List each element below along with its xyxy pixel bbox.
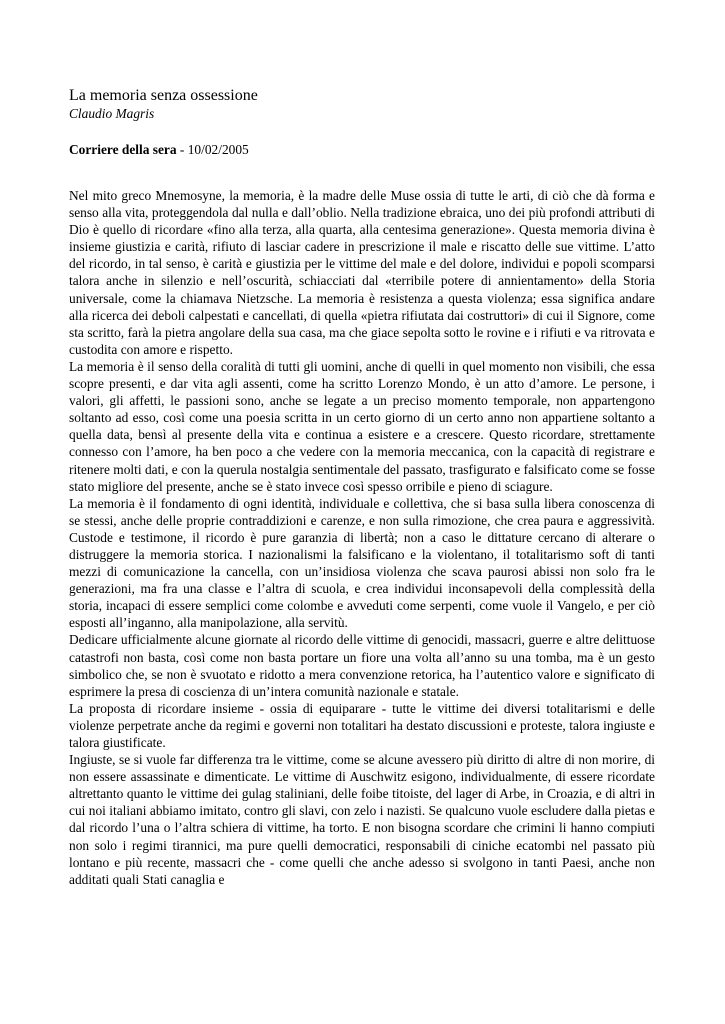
paragraph-4: Dedicare ufficialmente alcune giornate al ricordo delle vittime di genocidi, massacri, guerre e altre delittuose catastrofi non basta, così come non basta portare un fiore una volta all’anno su una tomba, ma è un gesto simbolico che, se non è svuotato e ridotto a mera convenzione retorica, ha l’autentico valore e significato di esprimere la presa di coscienza di un’intera comunità nazionale e statale. [69, 632, 655, 699]
article-body [69, 187, 655, 888]
paragraph-3: La memoria è il fondamento di ogni identità, individuale e collettiva, che si basa sulla libera conoscenza di se stessi, anche delle proprie contraddizioni e carenze, e non sulla rimozione, che crea paura e aggressività. Custode e testimone, il ricordo è pure garanzia di libertà; non a caso le dittature cercano di alterare o distruggere la memoria storica. I nazionalismi la falsificano e la violentano, il totalitarismo soft di tanti mezzi di comunicazione la cancella, con un’insidiosa violenza che scava paurosi abissi non solo fra le generazioni, ma fra una classe e l’altra di scuola, e crea individui inconsapevoli della complessità della storia, incapaci di essere semplici come colombe e avveduti come serpenti, come vuole il Vangelo, e per ciò esposti all’inganno, alla manipolazione, alla servitù. [69, 495, 655, 631]
source-separator: - [176, 142, 188, 157]
article-source [69, 141, 655, 158]
document-page [69, 86, 655, 888]
paragraph-6: Ingiuste, se si vuole far differenza tra le vittime, come se alcune avessero più diritto di altre di non morire, di non essere assassinate e dimenticate. Le vittime di Auschwitz esigono, individualmente, di essere ricordate altrettanto quanto le vittime dei gulag staliniani, delle foibe titoiste, del lager di Arbe, in Croazia, e di altri in cui noi italiani abbiamo imitato, contro gli slavi, con zelo i nazisti. Se qualcuno vuole escludere dalla pietas e dal ricordo l’una o l’altra schiera di vittime, ha torto. E non bisogna scordare che crimini li hanno compiuti non solo i regimi tirannici, ma pure quelli democratici, responsabili di ciniche ecatombi nel passato più lontano e più recente, massacri che - come quelli che anche adesso si svolgono in tanti Paesi, anche non additati quali Stati canaglia e [69, 752, 655, 887]
paragraph-2: La memoria è il senso della coralità di tutti gli uomini, anche di quelli in quel momento non visibili, che essa scopre presenti, e dar vita agli assenti, come ha scritto Lorenzo Mondo, è un atto d’amore. Le persone, i valori, gli affetti, le passioni sono, anche se legate a un preciso momento temporale, non appartengono soltanto ad esso, così come una poesia scritta in un certo giorno di un certo anno non appartiene soltanto a quella data, bensì al presente della vita e continua a esistere e a crescere. Questo ricordare, strettamente connesso con l’amore, ha ben poco a che vedere con la memoria meccanica, con la capacità di registrare e ritenere molti dati, e con la querula nostalgia sentimentale del passato, trasfigurato e falsificato come se fosse stato migliore del presente, anche se è stato invece così spesso orribile e pieno di sciagure. [69, 358, 655, 494]
paragraph-1: Nel mito greco Mnemosyne, la memoria, è la madre delle Muse ossia di tutte le arti, di ciò che dà forma e senso alla vita, proteggendola dal nulla e dall’oblio. Nella tradizione ebraica, uno dei più profondi attributi di Dio è quello di ricordare «fino alla terza, alla quarta, alla centesima generazione». Questa memoria divina è insieme giustizia e carità, rifiuto di lasciar cadere in prescrizione il male e riscatto delle sue vittime. L’atto del ricordo, in tal senso, è carità e giustizia per le vittime del male e del dolore, individui e popoli scomparsi talora anche in silenzio e nell’oscurità, schiacciati dal «terribile potere di annientamento» della Storia universale, come la chiamava Nietzsche. La memoria è resistenza a questa violenza; essa significa andare alla ricerca dei deboli calpestati e cancellati, di quella «pietra rifiutata dai costruttori» di cui il Signore, come sta scritto, farà la pietra angolare della sua casa, ma che giace sepolta sotto le rovine e i rifiuti e va ritrovata e custodita con amore e rispetto. [69, 188, 655, 357]
article-title: La memoria senza ossessione [69, 87, 258, 104]
publication-date: 10/02/2005 [187, 142, 249, 157]
newspaper-name: Corriere della sera [69, 142, 177, 157]
paragraph-5: La proposta di ricordare insieme - ossia di equiparare - tutte le vittime dei diversi totalitarismi e delle violenze perpetrate anche da regimi e governi non totalitari ha destato discussioni e proteste, talora ingiuste e talora giustificate. [69, 700, 655, 750]
article-author: Claudio Magris [69, 106, 155, 121]
